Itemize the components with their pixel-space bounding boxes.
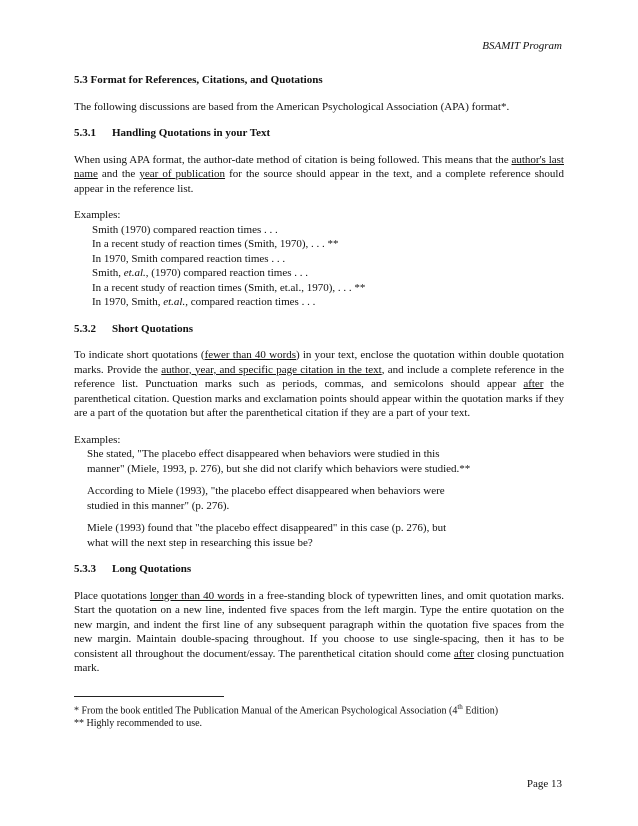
example-line: Smith (1970) compared reaction times . . . bbox=[92, 223, 278, 236]
example-line: In a recent study of reaction times (Smith, et.al., 1970), . . . ** bbox=[92, 281, 366, 294]
example-line: manner" (Miele, 1993, p. 276), but she did not clarify which behaviors were studied.** bbox=[87, 462, 471, 475]
section-intro: The following discussions are based from the American Psychological Association (APA) format*. bbox=[74, 100, 510, 113]
underlined-text: after bbox=[523, 378, 544, 390]
text-run: , compared reaction times . . . bbox=[185, 296, 316, 308]
quotation-examples bbox=[74, 447, 564, 550]
text-run: In 1970, Smith, bbox=[92, 296, 164, 308]
section-title: Long Quotations bbox=[112, 563, 192, 575]
text-run: Smith, bbox=[92, 267, 124, 279]
text-run: and the bbox=[97, 168, 140, 180]
text-run: the parenthetical citation. Question marks and exclamation points should appear within the quotation marks if they are a part of the quotation but after the parenthetical citation if they are a part of your text. bbox=[74, 378, 564, 419]
example-line bbox=[92, 295, 564, 310]
section-title: Handling Quotations in your Text bbox=[112, 127, 271, 139]
superscript: th bbox=[457, 703, 463, 711]
examples-label: Examples: bbox=[74, 433, 121, 446]
text-run: When using APA format, the author-date method of citation is being followed. This means that the bbox=[74, 153, 512, 166]
examples-list bbox=[74, 223, 564, 310]
underlined-text: after bbox=[453, 647, 475, 660]
text-run: Place quotations bbox=[74, 589, 150, 602]
section-heading-5-3: 5.3 Format for References, Citations, and Quotations bbox=[74, 74, 323, 86]
footnotes bbox=[74, 701, 564, 730]
underlined-text: author's last name bbox=[74, 153, 564, 180]
section-number: 5.3.1 bbox=[74, 127, 96, 139]
example-line: studied in this manner" (p. 276). bbox=[87, 499, 230, 512]
italic-text: et.al. bbox=[163, 296, 186, 308]
section-heading-5-3-1 bbox=[74, 126, 564, 141]
paragraph-long-quotations bbox=[74, 589, 564, 676]
text-run: ) in your text, enclose the quotation within double quotation marks. Provide the bbox=[74, 349, 564, 376]
underlined-text: author, year, and specific page citation in the text bbox=[161, 363, 382, 376]
text-run: To indicate short quotations ( bbox=[74, 349, 205, 361]
running-header: BSAMIT Program bbox=[482, 40, 562, 52]
section-number: 5.3.2 bbox=[74, 322, 96, 335]
example-line: In a recent study of reaction times (Smith, 1970), . . . ** bbox=[92, 238, 339, 250]
example-line: Miele (1993) found that "the placebo effect disappeared" in this case (p. 276), but bbox=[87, 522, 447, 534]
text-run: closing punctuation mark. bbox=[74, 647, 564, 674]
text-run: , (1970) compared reaction times . . . bbox=[145, 267, 308, 279]
underlined-text: year of publication bbox=[139, 168, 226, 180]
example-line bbox=[92, 266, 564, 281]
example-line: In 1970, Smith compared reaction times . . . bbox=[92, 252, 286, 265]
text-run: Edition) bbox=[462, 705, 499, 717]
section-title: Short Quotations bbox=[112, 322, 193, 335]
text-run: for the source should appear in the text, and a complete reference should appear in the reference list. bbox=[74, 168, 564, 195]
footnote-1 bbox=[74, 701, 564, 717]
example-line: She stated, "The placebo effect disappeared when behaviors were studied in this bbox=[87, 448, 440, 460]
section-number: 5.3.3 bbox=[74, 563, 96, 575]
footnote-2: ** Highly recommended to use. bbox=[74, 718, 203, 730]
section-heading-5-3-2 bbox=[74, 322, 564, 337]
text-run: in a free-standing block of typewritten lines, and omit quotation marks. Start the quotation on a new line, indented five spaces from the left margin. Type the entire quotation on the new margin, and indent the first line of any subsequent paragraph within the quotation five spaces from the new margin. Maintain double-spacing throughout. If you choose to use single-spacing, then it has to be consistent all throughout the document/essay. The parenthetical citation should come bbox=[74, 589, 564, 660]
example-line: According to Miele (1993), "the placebo effect disappeared when behaviors were bbox=[87, 485, 445, 497]
text-run: * From the book entitled The Publication Manual of the American Psychological Association (4 bbox=[74, 705, 458, 717]
paragraph-quotations-in-text bbox=[74, 153, 564, 197]
page-number: Page 13 bbox=[526, 778, 562, 790]
example-line: what will the next step in researching this issue be? bbox=[87, 536, 313, 549]
italic-text: et.al. bbox=[123, 267, 146, 279]
text-run: , and include a complete reference in the reference list. Punctuation marks such as periods, commas, and semicolons should appear bbox=[74, 363, 565, 390]
main-content bbox=[74, 73, 564, 676]
underlined-text: longer than 40 words bbox=[149, 589, 245, 602]
section-heading-5-3-3 bbox=[74, 562, 564, 577]
footnote-divider bbox=[74, 696, 224, 697]
examples-label: Examples: bbox=[74, 209, 121, 221]
paragraph-short-quotations bbox=[74, 348, 564, 421]
underlined-text: fewer than 40 words bbox=[204, 349, 297, 361]
